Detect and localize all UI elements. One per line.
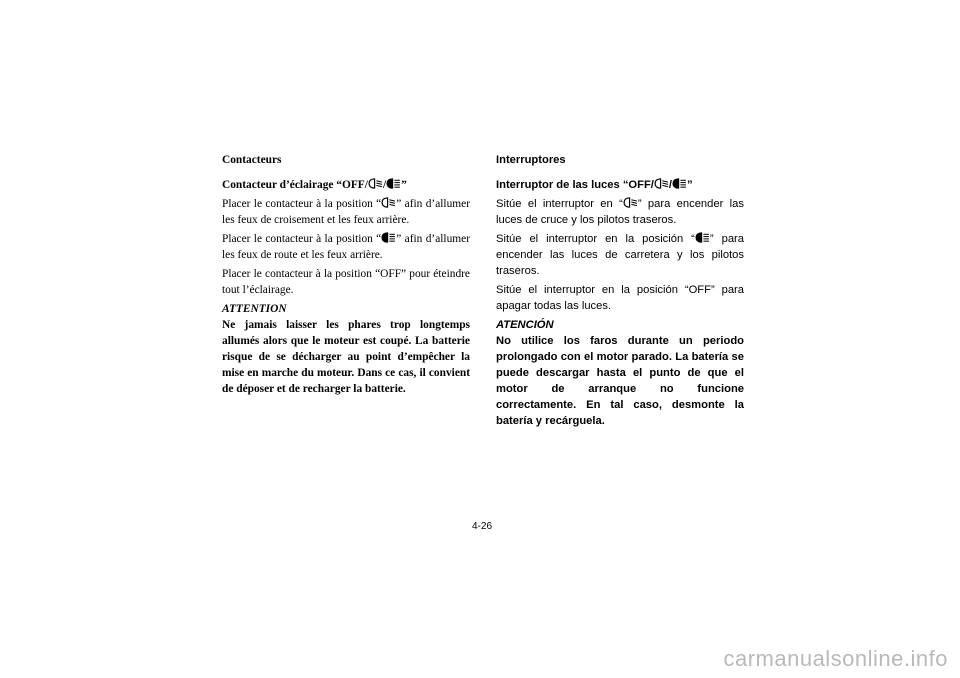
high-beam-icon bbox=[672, 178, 687, 189]
low-beam-icon bbox=[368, 178, 383, 189]
para-text: ” afin d’allumer les feux de route et les feux arrière. bbox=[222, 233, 470, 261]
para-text: Placer le contacteur à la position “ bbox=[222, 198, 382, 210]
french-column bbox=[222, 152, 470, 397]
subheading-close-quote: ” bbox=[687, 179, 693, 191]
subheading-text: Interruptor de las luces “OFF/ bbox=[496, 179, 654, 191]
caution-title: ATTENTION bbox=[222, 303, 287, 315]
high-beam-icon bbox=[386, 178, 401, 189]
para-text: ” para encender las luces de carretera y los pilotos traseros. bbox=[496, 233, 744, 277]
high-beam-paragraph bbox=[222, 231, 470, 263]
para-text: Placer le contacteur à la position “ bbox=[222, 233, 382, 245]
high-beam-paragraph bbox=[496, 231, 744, 279]
section-heading: Contacteurs bbox=[222, 154, 282, 166]
caution-text: Ne jamais laisser les phares trop longtemps allumés alors que le moteur est coupé. La batterie risque de se décharger au point d’empêcher la mise en marche du moteur. Dans ce cas, il convient de déposer et de recharger la batterie. bbox=[222, 319, 470, 395]
para-text: ” afin d’allumer les feux de croisement et les feux arrière. bbox=[222, 198, 470, 226]
subheading-close-quote: ” bbox=[401, 179, 407, 191]
page-number: 4-26 bbox=[472, 521, 493, 532]
high-beam-icon bbox=[381, 232, 396, 243]
low-beam-icon bbox=[381, 197, 396, 208]
separator-text: / bbox=[668, 179, 673, 191]
high-beam-icon bbox=[695, 232, 710, 243]
spanish-column bbox=[496, 152, 744, 429]
off-paragraph: Sitúe el interruptor en la posición “OFF” para apagar todas las luces. bbox=[496, 284, 744, 312]
separator-text: / bbox=[382, 179, 387, 191]
caution-title: ATENCIÓN bbox=[496, 319, 554, 331]
subheading-text: Contacteur d’éclairage “OFF/ bbox=[222, 179, 368, 191]
low-beam-icon bbox=[654, 178, 669, 189]
caution-text: No utilice los faros durante un periodo prolongado con el motor parado. La batería se puede descargar hasta el punto de que el motor de arranque no funcione correctamente. En tal caso, desmonte la batería y recárguela. bbox=[496, 335, 744, 427]
lighting-switch-subheading bbox=[222, 177, 470, 193]
low-beam-paragraph bbox=[496, 196, 744, 228]
para-text: ” para encender las luces de cruce y los pilotos traseros. bbox=[496, 198, 744, 226]
para-text: Sitúe el interruptor en la posición “ bbox=[496, 233, 695, 245]
off-paragraph: Placer le contacteur à la position “OFF” pour éteindre tout l’éclairage. bbox=[222, 268, 470, 296]
lighting-switch-subheading bbox=[496, 177, 744, 193]
low-beam-paragraph bbox=[222, 196, 470, 228]
section-heading: Interruptores bbox=[496, 154, 566, 166]
para-text: Sitúe el interruptor en “ bbox=[496, 198, 623, 210]
low-beam-icon bbox=[623, 197, 638, 208]
watermark: carmanualsonline.info bbox=[723, 646, 948, 671]
